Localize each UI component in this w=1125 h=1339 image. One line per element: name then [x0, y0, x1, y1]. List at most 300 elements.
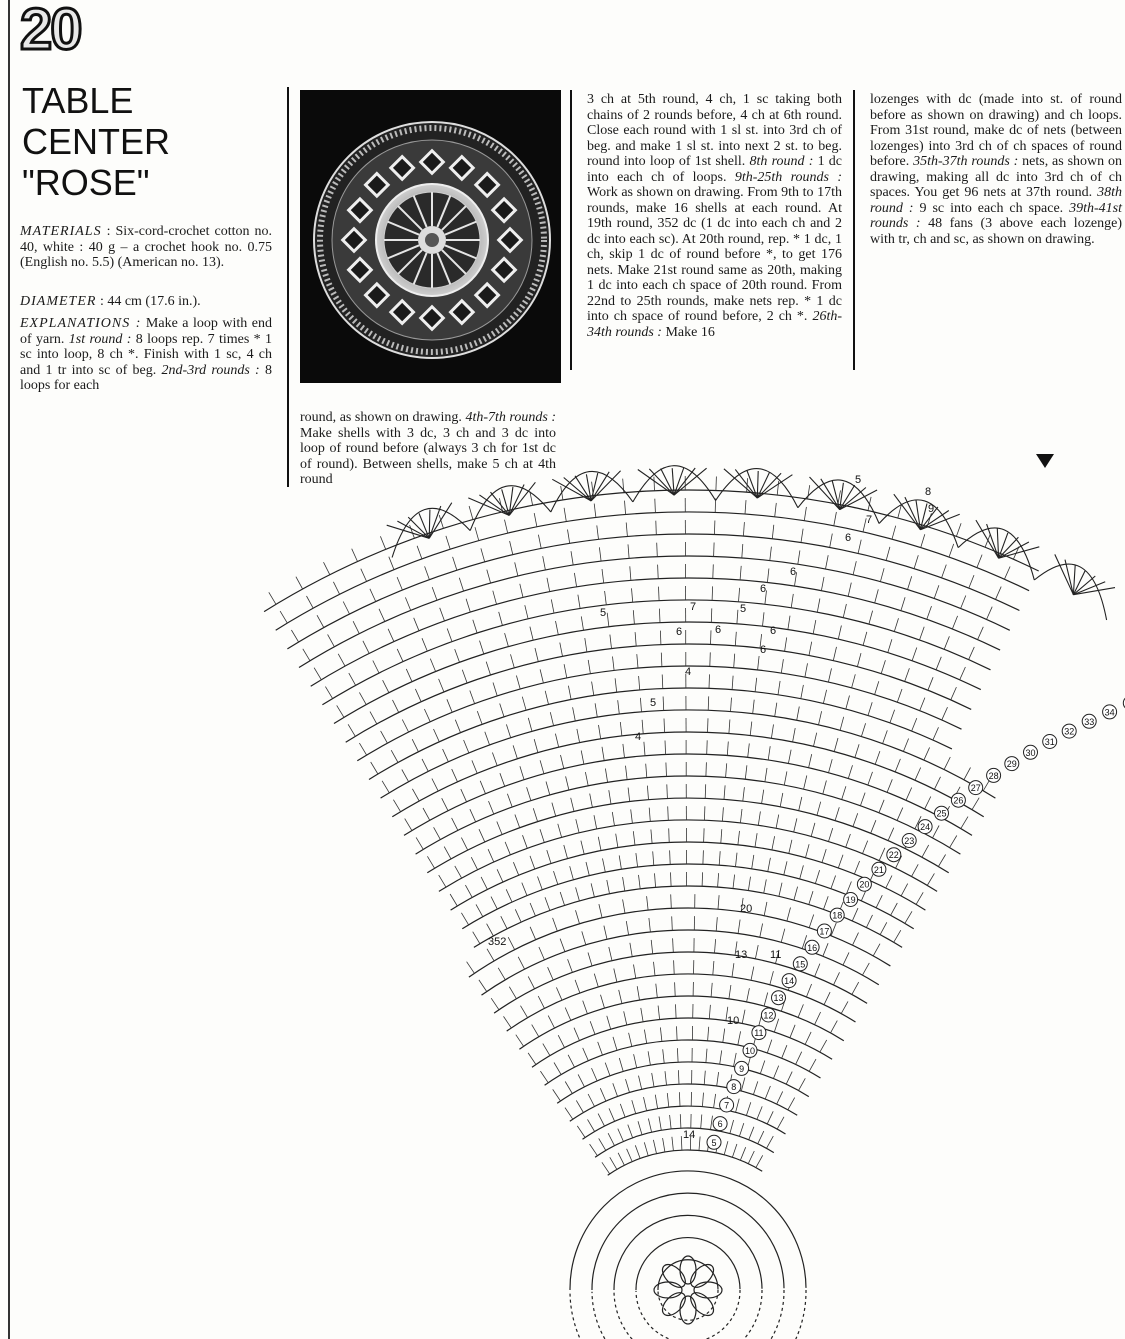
stitch-mark: [455, 649, 460, 662]
stitch-mark: [741, 1078, 745, 1092]
stitch-mark: [961, 817, 968, 829]
stitch-mark: [324, 562, 330, 575]
stitch-mark: [678, 1070, 679, 1084]
column-3-text-1: 3 ch at 5th round, 4 ch, 1 sc taking both chains of 2 rounds before, 4 ch at 6th round. Close each round with 1 sl st. into 3rd ch of beg. and make 1 sl st. into next 2 st. to beg. round into loop of 1st shell.: [587, 92, 842, 169]
round-number-text: 18: [832, 910, 843, 921]
round-number-text: 8: [731, 1082, 737, 1093]
stitch-mark: [933, 727, 939, 740]
stitch-mark: [656, 984, 658, 998]
stitch-mark: [574, 573, 576, 587]
stitch-mark: [826, 555, 829, 569]
stitch-mark: [834, 512, 837, 526]
stitch-mark: [337, 705, 344, 717]
stitch-mark: [565, 1082, 572, 1094]
stitch-mark: [934, 585, 939, 598]
stitch-mark: [853, 813, 858, 826]
stitch-mark: [758, 1131, 764, 1144]
stitch-mark: [660, 1027, 662, 1041]
stitch-mark: [770, 547, 772, 561]
fan-stitch: [468, 498, 509, 516]
stitch-mark: [860, 793, 865, 806]
stitch-mark: [565, 1008, 571, 1021]
chart-round-arc: [392, 732, 983, 817]
stitch-mark: [491, 998, 499, 1010]
stitch-mark: [317, 615, 324, 627]
stitch-mark: [749, 1127, 754, 1140]
stitch-mark: [708, 718, 709, 732]
stitch-mark: [799, 1078, 806, 1090]
explanations-text-3: 8 loops for each: [20, 362, 272, 393]
title-line-1: TABLE: [22, 80, 134, 121]
stitch-mark: [647, 786, 648, 800]
stitch-mark: [879, 800, 884, 813]
fan-scallop: [551, 471, 633, 512]
stitch-mark: [588, 1094, 594, 1107]
round-number-marker: [752, 1026, 766, 1040]
stitch-mark: [868, 772, 873, 785]
stitch-mark: [614, 969, 617, 983]
stitch-mark: [868, 702, 872, 715]
stitch-mark: [949, 544, 954, 557]
stitch-mark: [602, 747, 604, 761]
stitch-mark: [269, 592, 276, 604]
stitch-mark: [781, 929, 785, 943]
stitch-mark: [522, 697, 526, 711]
stitch-mark: [944, 757, 950, 770]
stitch-mark: [677, 1048, 678, 1062]
round-number-text: 11: [754, 1028, 764, 1039]
stitch-mark: [748, 743, 750, 757]
stitch-mark: [852, 982, 859, 994]
stitch-mark: [732, 676, 733, 690]
round-label-1st: 1st round :: [68, 331, 132, 347]
round-number-marker: [743, 1043, 757, 1057]
stitch-mark: [371, 762, 378, 774]
stitch-mark: [303, 649, 310, 661]
chart-inner-ring: [592, 1290, 784, 1339]
stitch-mark: [873, 944, 880, 956]
stitch-mark: [338, 654, 345, 666]
fan-stitch: [429, 510, 430, 539]
stitch-mark: [618, 700, 620, 714]
stitch-mark: [630, 566, 631, 580]
stitch-mark: [875, 681, 879, 694]
stitch-mark: [528, 1053, 536, 1065]
stitch-mark: [869, 611, 873, 625]
stitch-mark: [716, 477, 717, 491]
stitch-mark: [422, 638, 427, 651]
stitch-mark: [672, 1137, 674, 1151]
stitch-mark: [307, 596, 314, 608]
stitch-mark: [623, 744, 625, 758]
stitch-mark: [583, 1048, 589, 1061]
stitch-mark: [576, 910, 580, 923]
stitch-mark: [651, 940, 653, 954]
stitch-mark: [481, 548, 485, 561]
stitch-mark: [475, 527, 479, 541]
chart-stitch-count-label: 6: [760, 644, 767, 656]
stitch-mark: [588, 660, 590, 674]
stitch-mark: [717, 1072, 719, 1086]
stitch-mark: [790, 1025, 795, 1038]
stitch-mark: [505, 633, 509, 647]
stitch-mark: [620, 1104, 625, 1117]
stitch-mark: [892, 526, 896, 540]
stitch-mark: [618, 1129, 624, 1142]
stitch-mark: [561, 755, 564, 769]
stitch-mark: [704, 806, 705, 820]
stitch-mark: [613, 1037, 617, 1050]
rose-petal: [654, 1282, 682, 1298]
stitch-mark: [841, 1001, 848, 1013]
stitch-mark: [487, 949, 494, 961]
chart-stitch-count-label: 5: [650, 697, 657, 709]
stitch-mark: [626, 766, 628, 780]
stitch-mark: [554, 871, 558, 884]
stitch-mark: [539, 947, 545, 960]
stitch-mark: [452, 769, 458, 782]
stitch-mark: [530, 903, 535, 916]
round-label-8th: 8th round :: [749, 154, 814, 169]
stitch-mark: [863, 963, 870, 975]
stitch-mark: [543, 1044, 550, 1056]
stitch-mark: [921, 534, 925, 547]
stitch-mark: [658, 1006, 660, 1020]
stitch-mark: [890, 710, 895, 723]
stitch-mark: [775, 503, 777, 517]
stitch-mark: [543, 556, 546, 570]
stitch-mark: [996, 587, 1002, 600]
stitch-mark: [961, 596, 966, 609]
stitch-mark: [577, 729, 580, 743]
stitch-mark: [505, 520, 508, 534]
stitch-mark: [555, 734, 558, 748]
stitch-mark: [729, 985, 731, 999]
stitch-mark: [854, 861, 859, 874]
stitch-mark: [773, 1066, 778, 1079]
round-number-text: 6: [717, 1119, 723, 1130]
round-number-marker: [1082, 714, 1096, 728]
stitch-mark: [789, 840, 792, 854]
stitch-mark: [735, 632, 736, 646]
stitch-mark: [414, 618, 419, 631]
stitch-mark: [453, 557, 457, 570]
stitch-mark: [480, 781, 485, 794]
stitch-mark: [626, 523, 627, 537]
diameter-text: : 44 cm (17.6 in.).: [96, 294, 201, 309]
stitch-mark: [912, 648, 917, 661]
stitch-mark: [651, 830, 652, 844]
round-number-marker: [805, 940, 819, 954]
stitch-mark: [823, 781, 827, 795]
start-arrow-icon: [1036, 454, 1054, 468]
stitch-mark: [653, 1140, 656, 1154]
stitch-mark: [782, 1045, 787, 1058]
round-number-text: 5: [711, 1137, 717, 1148]
stitch-mark: [618, 1153, 624, 1166]
stitch-mark: [730, 1120, 734, 1134]
stitch-mark: [788, 616, 790, 630]
stitch-mark: [788, 1098, 795, 1110]
stitch-mark: [801, 529, 803, 543]
stitch-mark: [632, 1100, 636, 1113]
chart-inner-ring: [570, 1290, 806, 1339]
stitch-mark: [671, 872, 672, 886]
stitch-mark: [461, 789, 467, 802]
stitch-mark: [748, 877, 750, 891]
round-label-4th-7th: 4th-7th rounds :: [465, 410, 556, 425]
stitch-mark: [820, 1040, 827, 1052]
stitch-mark: [944, 636, 949, 649]
stitch-mark: [486, 662, 490, 675]
stitch-mark: [373, 661, 379, 674]
chart-round-arc: [469, 908, 891, 977]
stitch-mark: [777, 481, 779, 495]
stitch-mark: [942, 707, 948, 720]
stitch-mark: [556, 987, 562, 1000]
stitch-mark: [450, 894, 457, 906]
chart-stitch-count-label: 8: [925, 486, 932, 498]
chart-stitch-count-label: 7: [690, 601, 697, 613]
stitch-mark: [637, 986, 639, 1000]
stitch-mark: [620, 722, 622, 736]
stitch-mark: [742, 544, 743, 558]
diameter-label: DIAMETER: [20, 294, 97, 309]
round-number-marker: [887, 848, 901, 862]
stitch-mark: [609, 790, 611, 804]
stitch-mark: [834, 738, 838, 752]
stitch-mark: [381, 731, 388, 743]
stitch-mark: [708, 696, 709, 710]
stitch-mark: [740, 1147, 745, 1160]
stitch-mark: [831, 923, 836, 936]
stitch-mark: [680, 1114, 681, 1128]
stitch-mark: [500, 704, 504, 717]
round-number-text: 30: [1025, 747, 1036, 758]
stitch-mark: [875, 751, 880, 764]
stitch-mark: [648, 1051, 650, 1065]
stitch-mark: [815, 964, 820, 977]
stitch-mark: [738, 920, 740, 934]
stitch-mark: [590, 794, 593, 808]
stitch-mark: [784, 771, 787, 785]
stitch-mark: [665, 741, 666, 755]
stitch-mark: [969, 575, 974, 588]
round-number-text: 17: [819, 926, 830, 937]
stitch-mark: [604, 926, 607, 940]
chart-round-arc: [357, 666, 961, 761]
round-label-2nd-3rd: 2nd-3rd rounds :: [161, 362, 260, 378]
stitch-mark: [724, 785, 725, 799]
stitch-mark: [880, 922, 887, 934]
stitch-mark: [831, 876, 836, 889]
chart-stitch-count-label: 20: [740, 903, 753, 915]
stitch-mark: [780, 793, 783, 807]
stitch-mark: [578, 595, 580, 609]
stitch-mark: [888, 828, 894, 841]
stitch-mark: [432, 779, 438, 792]
stitch-mark: [667, 1093, 669, 1107]
stitch-mark: [821, 577, 824, 591]
stitch-mark: [444, 847, 451, 859]
stitch-mark: [613, 1083, 618, 1096]
stitch-mark: [665, 1071, 667, 1085]
stitch-mark: [718, 873, 719, 887]
stitch-mark: [631, 809, 633, 823]
rose-petal: [658, 1260, 689, 1291]
stitch-mark: [770, 971, 774, 985]
stitch-mark: [488, 849, 494, 862]
stitch-mark: [660, 631, 661, 645]
stitch-mark: [793, 728, 796, 742]
stitch-mark: [787, 908, 791, 922]
stitch-mark: [527, 787, 531, 800]
stitch-mark: [710, 652, 711, 666]
stitch-mark: [383, 680, 389, 693]
stitch-mark: [763, 612, 765, 626]
stitch-mark: [575, 980, 580, 993]
stitch-mark: [641, 1008, 643, 1022]
round-number-marker: [830, 908, 844, 922]
stitch-mark: [655, 1095, 657, 1109]
stitch-mark: [568, 1055, 574, 1067]
stitch-mark: [363, 641, 369, 654]
stitch-mark: [713, 564, 714, 578]
stitch-mark: [500, 773, 505, 786]
stitch-mark: [960, 667, 966, 680]
stitch-mark: [702, 1093, 703, 1107]
stitch-mark: [470, 809, 476, 822]
stitch-mark: [794, 887, 798, 901]
stitch-mark: [853, 561, 856, 575]
stitch-mark: [760, 1061, 765, 1074]
stitch-mark: [750, 722, 752, 736]
stitch-mark: [348, 724, 355, 736]
stitch-mark: [467, 962, 475, 974]
column-2-text-2: Make shells with 3 dc, 3 ch and 3 dc into loop of round before (always 3 ch for 1st dc of round). Between shells, make 5 ch at 4th round: [300, 425, 556, 487]
stitch-mark: [472, 760, 477, 773]
stitch-mark: [545, 897, 550, 910]
stitch-mark: [669, 828, 670, 842]
round-label-35th-37th: 35th-37th rounds :: [913, 154, 1019, 169]
stitch-mark: [705, 784, 706, 798]
chart-stitch-count-label: 14: [683, 1129, 696, 1141]
round-number-marker: [713, 1117, 727, 1131]
stitch-mark: [353, 621, 359, 634]
stitch-mark: [676, 1004, 677, 1018]
stitch-mark: [412, 739, 418, 752]
round-number-marker: [727, 1080, 741, 1094]
chart-round-arc: [507, 974, 856, 1031]
stitch-mark: [415, 689, 421, 702]
stitch-mark: [852, 908, 858, 921]
stitch-mark: [726, 763, 727, 777]
stitch-mark: [819, 711, 822, 725]
stitch-mark: [924, 747, 930, 760]
stitch-mark: [853, 933, 859, 946]
stitch-mark: [349, 673, 356, 685]
round-number-text: 32: [1064, 726, 1075, 737]
stitch-mark: [714, 543, 715, 557]
stitch-mark: [556, 621, 559, 635]
stitch-mark: [619, 990, 622, 1004]
stitch-mark: [891, 903, 898, 915]
stitch-mark: [714, 1094, 716, 1108]
stitch-mark: [521, 1006, 528, 1018]
stitch-mark: [928, 677, 933, 690]
stitch-mark: [679, 1092, 680, 1106]
round-number-text: 26: [953, 795, 964, 806]
stitch-mark: [493, 591, 497, 605]
stitch-mark: [781, 659, 783, 673]
stitch-mark: [532, 1025, 539, 1037]
stitch-mark: [748, 1151, 754, 1164]
column-4-text-2: nets, as shown on drawing, making all dc into 3rd ch of ch spaces. You get 96 nets at 37th round.: [870, 154, 1122, 200]
stitch-mark: [626, 921, 628, 935]
round-number-text: 33: [1084, 716, 1095, 727]
stitch-mark: [654, 962, 656, 976]
stitch-mark: [702, 872, 703, 886]
stitch-mark: [497, 869, 503, 882]
stitch-mark: [912, 718, 917, 731]
stitch-mark: [809, 1059, 816, 1071]
stitch-mark: [809, 915, 814, 928]
chart-round-arc: [404, 754, 972, 835]
stitch-mark: [704, 1071, 705, 1085]
stitch-mark: [649, 808, 650, 822]
stitch-mark: [461, 838, 467, 851]
stitch-mark: [568, 959, 573, 972]
stitch-mark: [838, 855, 843, 868]
chart-stitch-count-label: 6: [760, 583, 767, 595]
stitch-mark: [767, 569, 769, 583]
stitch-mark: [883, 730, 888, 743]
stitch-mark: [920, 698, 925, 711]
stitch-mark: [633, 831, 635, 845]
stitch-mark: [794, 818, 797, 832]
stitch-mark: [627, 1149, 633, 1162]
round-number-text: 23: [904, 836, 915, 846]
round-number-marker: [969, 781, 983, 795]
round-number-text: 24: [920, 822, 931, 833]
stitch-mark: [568, 530, 570, 544]
stitch-mark: [815, 870, 819, 883]
stitch-mark: [439, 875, 446, 887]
stitch-mark: [755, 833, 757, 847]
stitch-mark: [535, 648, 538, 662]
title-line-2: CENTER: [22, 121, 171, 162]
stitch-mark: [674, 960, 675, 974]
stitch-mark: [753, 1081, 757, 1094]
stitch-mark: [655, 499, 656, 513]
stitch-mark: [515, 815, 520, 828]
fan-stitch: [591, 472, 609, 501]
stitch-mark: [459, 578, 463, 591]
stitch-mark: [768, 858, 771, 872]
stitch-mark: [871, 820, 876, 833]
explanations-text-2: 8 loops rep. 7 times * 1 sc into loop, 8 ch *. Finish with 1 sc, 4 ch and 1 tr into sc of beg.: [20, 331, 272, 378]
stitch-mark: [706, 1049, 707, 1063]
stitch-mark: [465, 885, 472, 897]
stitch-mark: [492, 753, 497, 766]
stitch-mark: [533, 808, 537, 821]
stitch-mark: [576, 1100, 583, 1112]
stitch-mark: [670, 1115, 672, 1129]
stitch-mark: [964, 768, 971, 780]
round-number-text: 9: [739, 1063, 745, 1074]
stitch-mark: [515, 909, 521, 922]
stitch-mark: [628, 788, 630, 802]
